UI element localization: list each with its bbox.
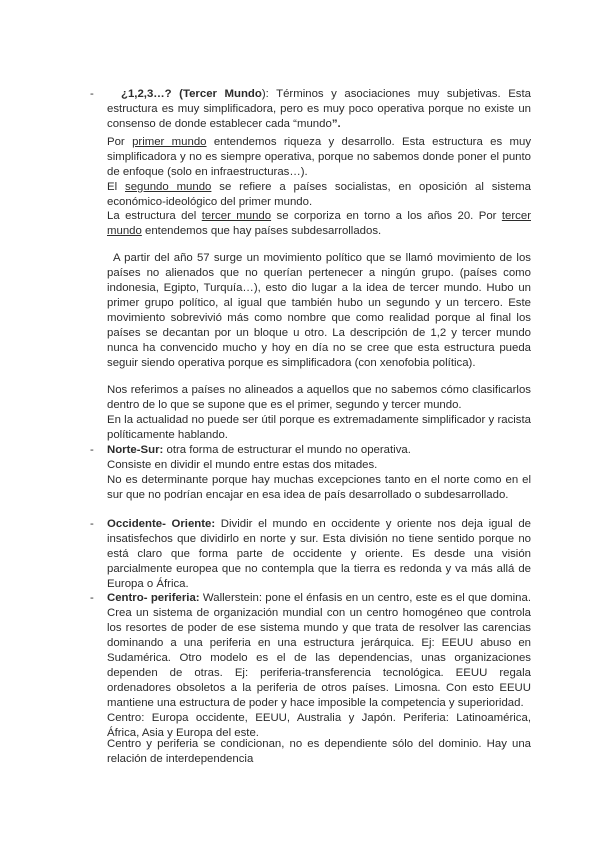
bullet-marker: -: [90, 444, 94, 456]
text: entendemos riqueza y desarrollo. Esta estructura es muy simplificadora y no es siempre operativa, porque no sabemos donde poner el punto de enfoque (solo en infraestructuras…).: [107, 136, 532, 178]
norte-sur-line: Consiste en dividir el mundo entre estas dos mitades.: [107, 459, 378, 471]
paragraph-no-alineados-history: A partir del año 57 surge un movimiento político que se llamó movimiento de los países no alienados que no querían pertenecer a ningún grupo. (países como indonesia, Egipto, Turquía…), esto dio lugar a la idea de tercer mundo. Hubo un primer grupo político, al igual que también hubo un segundo y un tercero. Este movimiento sobrevivió más como nombre que como realidad porque al final los países se decantan por un bloque u otro. La descripción de 1,2 y tercer mundo nunca ha convencido mucho y hoy en día no se cree que esta estructura pueda seguir siendo operativa porque es simplificadora (con xenofobia política).: [107, 252, 531, 369]
bullet-marker: -: [90, 518, 94, 530]
section-text: otra forma de estructurar el mundo no operativa.: [163, 444, 411, 456]
section-heading: Norte-Sur:: [107, 444, 164, 456]
section-tercer-mundo-intro: [107, 87, 531, 132]
text: Por: [107, 136, 133, 148]
bullet-marker: -: [90, 88, 94, 100]
paragraph-primer-mundo: [107, 135, 531, 180]
section-text-end: ”.: [331, 118, 341, 130]
text: La estructura del: [107, 210, 202, 222]
norte-sur-paragraph: No es determinante porque hay muchas excepciones tanto en el norte como en el sur que no podrían encajar en esa idea de país desarrollado o subdesarrollado.: [107, 474, 531, 501]
section-text: Wallerstein: pone el énfasis en un centro, este es el que domina. Crea un sistema de organización mundial con un centro homogéneo que controla los resortes de poder de ese sistema mundo y que trata de resolver las carencias dominando a una periferia en una estructura jerárquica. Ej: EEUU abuso en Sudamérica. Otro modelo es el de las dependencias, unas organizaciones dependen de otras. Ej: periferia-transferencia tecnológica. EEUU regala ordenadores obsoletos a la periferia de otros países. Limosna. Con esto EEUU mantiene una estructura de poder y hace imposible la competencia y superioridad.: [107, 592, 532, 709]
paragraph-actualidad: En la actualidad no puede ser útil porque es extremadamente simplificador y racista políticamente hablando.: [107, 414, 531, 441]
text: El: [107, 181, 125, 193]
section-occidente-oriente: [107, 517, 531, 592]
section-norte-sur: [107, 443, 531, 458]
term-tercer-mundo: tercer mundo: [201, 210, 272, 222]
paragraph-segundo-mundo: [107, 180, 531, 210]
paragraph-no-alineados-definition: Nos referimos a países no alineados a aquellos que no sabemos cómo clasificarlos dentro de lo que se supone que es el primer, segundo y tercer mundo.: [107, 384, 531, 411]
section-heading: Centro- periferia:: [107, 592, 200, 604]
heading-close: ): [261, 88, 266, 100]
text: se refiere a países socialistas, en oposición al sistema económico-ideológico del primer mundo.: [107, 181, 532, 208]
section-centro-periferia: [107, 591, 531, 711]
section-text: : Términos y asociaciones muy subjetivas. Esta estructura es muy simplificadora, pero es muy poco operativa porque no existe un consenso de donde establecer cada “mundo: [107, 88, 531, 130]
section-heading: Occidente- Oriente:: [107, 518, 216, 530]
section-heading: ¿1,2,3…? (Tercer Mundo: [121, 88, 262, 100]
bullet-marker: -: [90, 592, 94, 604]
section-text: Dividir el mundo en occidente y oriente nos deja igual de insatisfechos que dividirlo en norte y sur. Esta división no tiene sentido porque no está claro que forma parte de occidente y oriente. Es desde una visión parcialmente europea que no contempla que la tierra es redonda y va más allá de Europa o África.: [107, 518, 531, 590]
centro-periferia-line: Centro y periferia se condicionan, no es dependiente sólo del dominio. Hay una relación de interdependencia: [107, 738, 531, 765]
term-segundo-mundo: segundo mundo: [125, 181, 212, 193]
paragraph-tercer-mundo: [107, 209, 531, 239]
text: entendemos que hay países subdesarrollados.: [141, 225, 382, 237]
text: se corporiza en torno a los años 20. Por: [271, 210, 502, 222]
centro-periferia-line: Centro: Europa occidente, EEUU, Australia y Japón. Periferia: Latinoamérica, África, Asia y Europa del este.: [107, 712, 531, 739]
term-primer-mundo: primer mundo: [132, 136, 207, 148]
term-tercer-mundo: tercer mundo: [107, 210, 531, 237]
